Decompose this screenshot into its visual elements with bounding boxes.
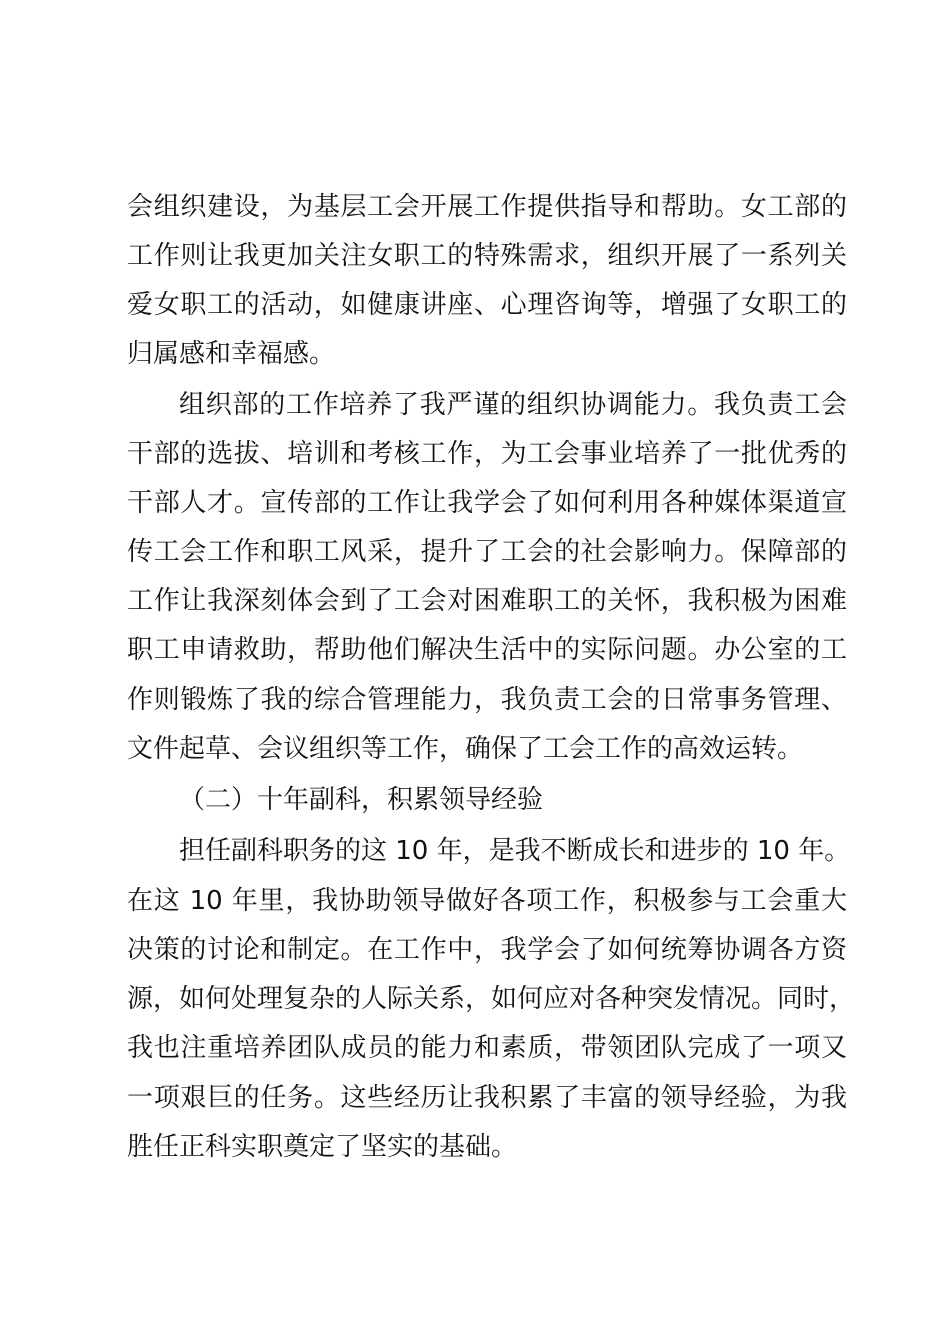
paragraph-line: 传工会工作和职工风采，提升了工会的社会影响力。保障部的 [127,537,847,567]
paragraph-line: 工作则让我更加关注女职工的特殊需求，组织开展了一系列关 [127,241,847,271]
paragraph-line: 作则锻炼了我的综合管理能力，我负责工会的日常事务管理、 [127,685,847,715]
paragraph-line: 工作让我深刻体会到了工会对困难职工的关怀，我积极为困难 [127,586,847,616]
paragraph-line: 一项艰巨的任务。这些经历让我积累了丰富的领导经验，为我 [127,1083,847,1113]
paragraph-line: 干部的选拔、培训和考核工作，为工会事业培养了一批优秀的 [127,439,847,469]
paragraph-line: 源，如何处理复杂的人际关系，如何应对各种突发情况。同时， [127,984,856,1014]
section-heading: （二）十年副科，积累领导经验 [179,785,544,815]
paragraph-line: 组织部的工作培养了我严谨的组织协调能力。我负责工会 [179,390,847,420]
paragraph-line: 胜任正科实职奠定了坚实的基础。 [127,1132,518,1162]
paragraph-line: 干部人才。宣传部的工作让我学会了如何利用各种媒体渠道宣 [127,488,847,518]
paragraph-line: 归属感和幸福感。 [127,339,336,369]
paragraph-line: 决策的讨论和制定。在工作中，我学会了如何统筹协调各方资 [127,935,847,965]
paragraph-line: 文件起草、会议组织等工作，确保了工会工作的高效运转。 [127,734,804,764]
paragraph-line: 担任副科职务的这 10 年，是我不断成长和进步的 10 年。 [179,836,851,866]
paragraph-line: 我也注重培养团队成员的能力和素质，带领团队完成了一项又 [127,1033,847,1063]
paragraph-line: 会组织建设，为基层工会开展工作提供指导和帮助。女工部的 [127,192,847,222]
paragraph-line: 在这 10 年里，我协助领导做好各项工作，积极参与工会重大 [127,886,847,916]
paragraph-line: 爱女职工的活动，如健康讲座、心理咨询等，增强了女职工的 [127,290,847,320]
paragraph-line: 职工申请救助，帮助他们解决生活中的实际问题。办公室的工 [127,635,847,665]
